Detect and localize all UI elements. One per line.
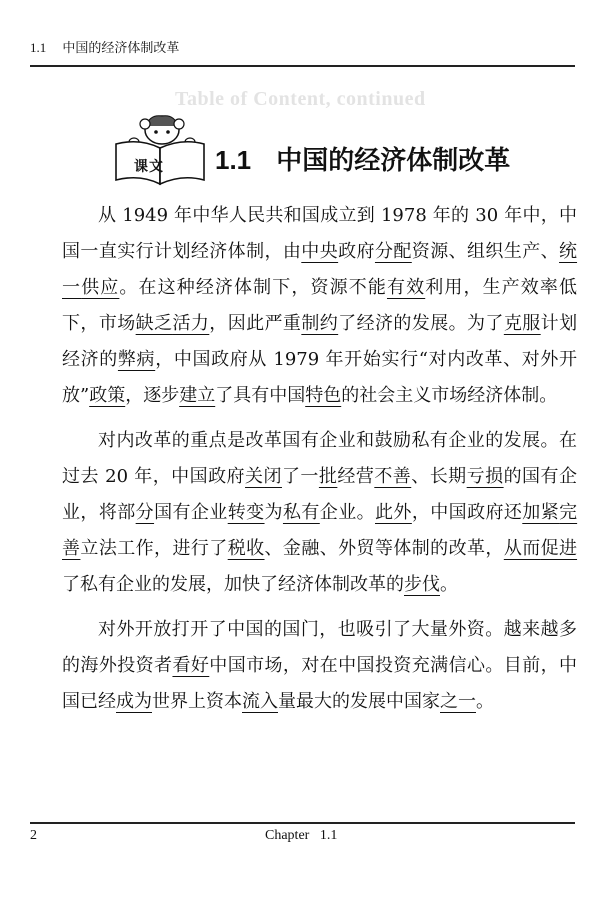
text-run: 从 1949 年中华人民共和国成立到 1978 年的 30 年中，中国一直实行计划经济体制，由 — [62, 205, 577, 262]
text-run: 经营 — [337, 466, 375, 487]
text-run: 、长期 — [411, 466, 467, 487]
text-run: 中国市场，对在中国投资充满信心。目前，中国已经 — [62, 655, 578, 712]
lesson-badge — [112, 112, 208, 186]
vocab-term: 亏损 — [466, 466, 504, 487]
vocab-term: 克服 — [503, 313, 541, 334]
vocab-term: 关闭 — [245, 466, 282, 487]
background-watermark-text: Table of Content, continued — [175, 88, 426, 110]
text-run: 了一 — [281, 466, 319, 487]
vocab-term: 统一 — [62, 241, 578, 298]
vocab-term: 加紧 — [522, 502, 560, 523]
footer-rule — [30, 822, 575, 824]
text-run: 企业。 — [319, 502, 376, 523]
lesson-title — [215, 140, 510, 177]
vocab-term: 成为 — [116, 691, 152, 712]
vocab-term: 从而 — [503, 538, 541, 559]
vocab-term: 之一 — [440, 691, 476, 712]
vocab-term: 步伐 — [404, 574, 440, 595]
text-run: 、金融、外贸等体制的改革， — [264, 538, 504, 559]
header-rule — [30, 65, 575, 67]
text-run: 量最大的发展中国家 — [278, 691, 440, 712]
lesson-title-number: 1.1 — [215, 145, 252, 175]
text-run: 了具有中国 — [215, 385, 306, 406]
vocab-term: 分配 — [374, 241, 412, 262]
vocab-term: 私有 — [282, 502, 320, 523]
vocab-term: 中央 — [301, 241, 339, 262]
text-run: 计划经济的 — [62, 313, 578, 370]
vocab-term: 促进 — [540, 538, 578, 559]
vocab-term: 看好 — [172, 655, 210, 676]
vocab-term: 有效 — [386, 277, 426, 298]
paragraph — [62, 423, 577, 603]
text-run: 。在这种经济体制下，资源不能 — [119, 277, 387, 298]
vocab-term: 缺乏 — [135, 313, 173, 334]
footer-chapter — [265, 828, 337, 844]
text-run: ，因此严重 — [209, 313, 302, 334]
text-run: 为 — [264, 502, 283, 523]
lesson-body — [62, 198, 577, 729]
text-run: 了私有企业的发展，加快了经济体制改革的 — [62, 574, 404, 595]
text-run: 对外开放打开了中国的国门，也吸引了大量外资。越来越多的海外投资者 — [62, 619, 577, 676]
vocab-term: 制约 — [301, 313, 339, 334]
footer-chapter-label: Chapter — [265, 828, 310, 843]
paragraph — [62, 612, 577, 720]
text-run: 的国有企业，将部 — [62, 466, 577, 523]
text-run: 国有企业 — [154, 502, 228, 523]
vocab-term: 完善 — [62, 502, 578, 559]
vocab-term: 批 — [318, 466, 338, 487]
text-run: ，中国政府还 — [411, 502, 523, 523]
running-header-title: 中国的经济体制改革 — [62, 41, 180, 56]
vocab-term: 建立 — [179, 385, 216, 406]
vocab-term: 此外 — [375, 502, 412, 523]
text-run: 的社会主义市场经济体制。 — [341, 385, 558, 406]
running-header-number: 1.1 — [30, 40, 47, 55]
vocab-term: 不善 — [374, 466, 412, 487]
text-run: 资源、组织生产、 — [411, 241, 560, 262]
text-run: 政府 — [338, 241, 375, 262]
text-run: 。 — [476, 691, 494, 712]
text-run: 立法工作，进行了 — [80, 538, 228, 559]
vocab-term: 活力 — [172, 313, 210, 334]
text-run: 利用，生产效率低下，市场 — [62, 277, 578, 334]
text-run: ，逐步 — [125, 385, 180, 406]
vocab-term: 特色 — [305, 385, 342, 406]
lesson-title-text: 中国的经济体制改革 — [276, 146, 511, 176]
text-run: 对内改革的重点是改革国有企业和鼓励私有企业的发展。在过去 20 年，中国政府 — [62, 430, 577, 487]
text-run: 。 — [440, 574, 458, 595]
text-run: ，中国政府从 1979 年开始实行“对内改革、对外开放” — [62, 349, 578, 406]
vocab-term: 弊病 — [117, 349, 156, 370]
vocab-term: 供应 — [81, 277, 120, 298]
vocab-term: 税收 — [227, 538, 265, 559]
vocab-term: 转变 — [227, 502, 265, 523]
vocab-term: 分 — [135, 502, 155, 523]
footer-chapter-number: 1.1 — [319, 828, 338, 843]
running-header — [30, 40, 575, 57]
vocab-term: 政策 — [89, 385, 126, 406]
text-run: 了经济的发展。为了 — [338, 313, 504, 334]
lesson-badge-label: 课文 — [134, 159, 164, 175]
text-run: 世界上资本 — [152, 691, 242, 712]
page-number: 2 — [30, 828, 37, 843]
paragraph — [62, 198, 577, 414]
vocab-term: 流入 — [242, 691, 278, 712]
